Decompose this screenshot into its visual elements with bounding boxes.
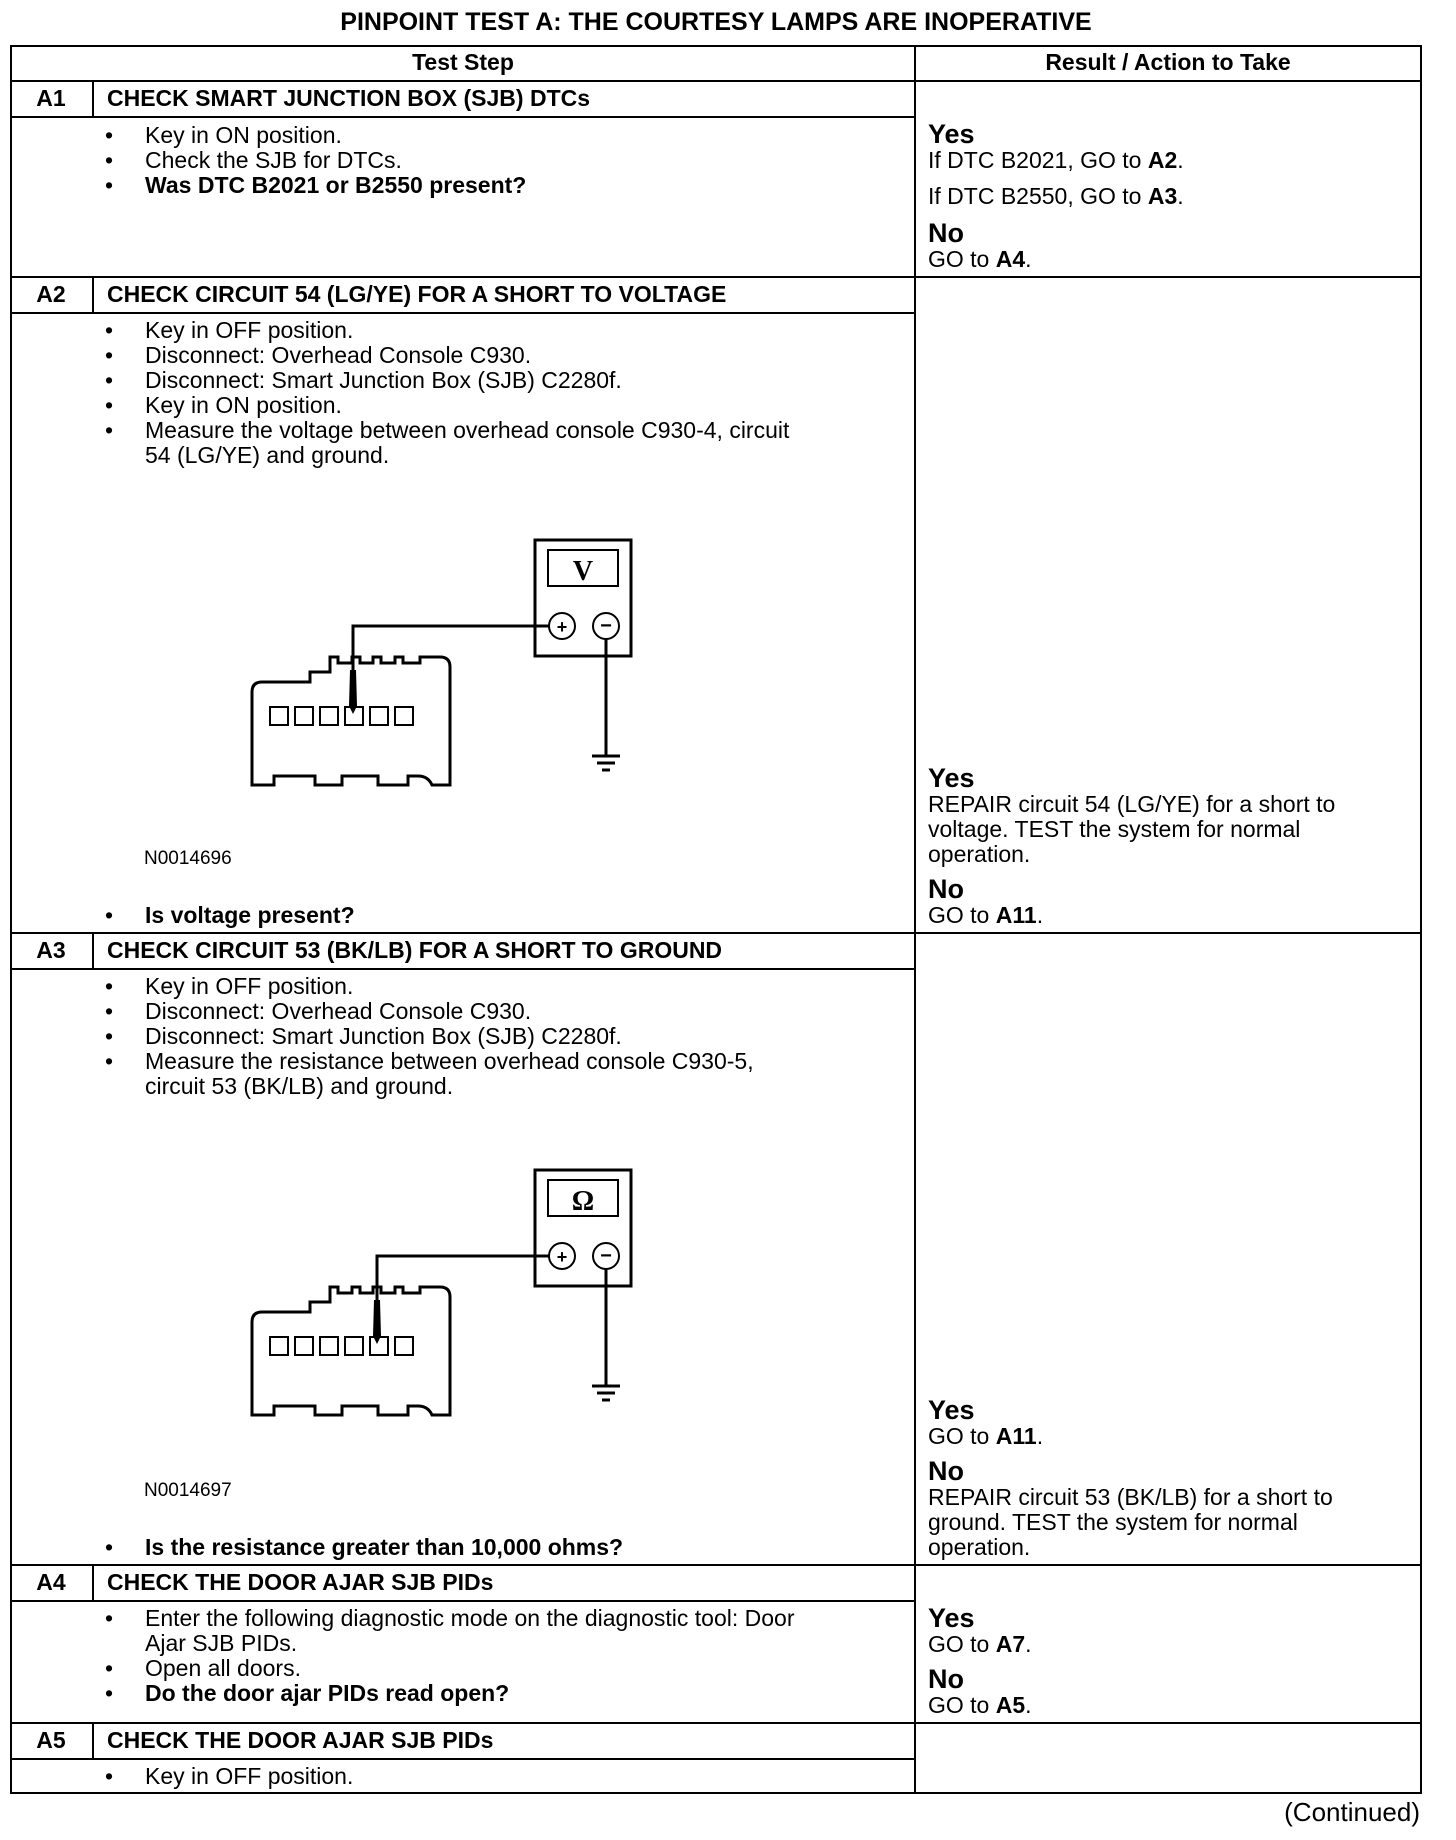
step-title-a1: CHECK SMART JUNCTION BOX (SJB) DTCs bbox=[107, 85, 591, 111]
bullet-glyph: • bbox=[105, 1023, 114, 1049]
bullet-glyph: • bbox=[105, 317, 114, 343]
list-item: Key in OFF position. bbox=[145, 317, 354, 343]
step-id-a5: A5 bbox=[36, 1727, 66, 1753]
step-title-a2: CHECK CIRCUIT 54 (LG/YE) FOR A SHORT TO VOLTAGE bbox=[107, 281, 727, 307]
no-label: No bbox=[928, 218, 964, 248]
list-item-question: Do the door ajar PIDs read open? bbox=[145, 1680, 510, 1706]
list-item: Disconnect: Smart Junction Box (SJB) C2280f. bbox=[145, 1023, 622, 1049]
result-a2 bbox=[928, 764, 1335, 928]
yes-action-line: voltage. TEST the system for normal bbox=[928, 816, 1301, 842]
plus-icon: + bbox=[556, 617, 568, 637]
column-header-result: Result / Action to Take bbox=[1045, 49, 1291, 75]
bullet-glyph: • bbox=[105, 998, 114, 1024]
list-item: Measure the voltage between overhead console C930-4, circuit bbox=[145, 417, 790, 443]
bullet-glyph: • bbox=[105, 1680, 114, 1706]
no-action-line: ground. TEST the system for normal bbox=[928, 1509, 1298, 1535]
yes-action-line: operation. bbox=[928, 841, 1031, 867]
no-label: No bbox=[928, 1664, 964, 1694]
bullet-glyph: • bbox=[105, 1048, 114, 1074]
bullet-glyph: • bbox=[105, 342, 114, 368]
list-item-question: Was DTC B2021 or B2550 present? bbox=[145, 172, 527, 198]
yes-action: GO to A11. bbox=[928, 1423, 1044, 1449]
bullet-glyph: • bbox=[105, 367, 114, 393]
no-action: GO to A4. bbox=[928, 246, 1032, 272]
list-item-continuation: 54 (LG/YE) and ground. bbox=[145, 442, 390, 468]
list-item: Key in ON position. bbox=[145, 122, 342, 148]
yes-action-line: REPAIR circuit 54 (LG/YE) for a short to bbox=[928, 791, 1336, 817]
result-a1 bbox=[928, 120, 1184, 272]
list-item: Disconnect: Overhead Console C930. bbox=[145, 342, 532, 368]
no-label: No bbox=[928, 1456, 964, 1486]
list-item-continuation: circuit 53 (BK/LB) and ground. bbox=[145, 1073, 454, 1099]
no-action: GO to A5. bbox=[928, 1692, 1032, 1718]
step-title-a4: CHECK THE DOOR AJAR SJB PIDs bbox=[107, 1569, 494, 1595]
yes-label: Yes bbox=[928, 119, 975, 149]
connector-outline bbox=[252, 1287, 450, 1415]
step-id-a1: A1 bbox=[36, 85, 66, 111]
bullet-glyph: • bbox=[105, 1534, 114, 1560]
voltmeter-diagram bbox=[240, 530, 660, 800]
yes-label: Yes bbox=[928, 763, 975, 793]
step-id-a3: A3 bbox=[36, 937, 66, 963]
step-title-a5: CHECK THE DOOR AJAR SJB PIDs bbox=[107, 1727, 494, 1753]
plus-icon: + bbox=[556, 1247, 568, 1267]
bullet-glyph: • bbox=[105, 1655, 114, 1681]
yes-action-line2: If DTC B2550, GO to A3. bbox=[928, 183, 1184, 209]
step-a2-question: Is voltage present? bbox=[145, 902, 355, 928]
connector-pins bbox=[270, 707, 413, 725]
yes-label: Yes bbox=[928, 1603, 975, 1633]
page-title: PINPOINT TEST A: THE COURTESY LAMPS ARE INOPERATIVE bbox=[340, 8, 1092, 36]
list-item: Disconnect: Overhead Console C930. bbox=[145, 998, 532, 1024]
connector-pins bbox=[270, 1337, 413, 1355]
yes-action: GO to A7. bbox=[928, 1631, 1032, 1657]
result-a3 bbox=[928, 1396, 1333, 1560]
bullet-glyph: • bbox=[105, 392, 114, 418]
list-item: Key in OFF position. bbox=[145, 1763, 354, 1789]
meter-symbol: V bbox=[572, 556, 594, 587]
bullet-glyph: • bbox=[105, 172, 114, 198]
column-header-test-step: Test Step bbox=[412, 49, 514, 75]
figure-id-a2: N0014696 bbox=[144, 848, 232, 869]
figure-id-a3: N0014697 bbox=[144, 1480, 232, 1501]
list-item: Measure the resistance between overhead console C930-5, bbox=[145, 1048, 754, 1074]
yes-action-line1: If DTC B2021, GO to A2. bbox=[928, 147, 1184, 173]
list-item-continuation: Ajar SJB PIDs. bbox=[145, 1630, 298, 1656]
yes-label: Yes bbox=[928, 1395, 975, 1425]
bullet-glyph: • bbox=[105, 417, 114, 443]
list-item: Key in ON position. bbox=[145, 392, 342, 418]
bullet-glyph: • bbox=[105, 122, 114, 148]
list-item: Disconnect: Smart Junction Box (SJB) C2280f. bbox=[145, 367, 622, 393]
bullet-glyph: • bbox=[105, 902, 114, 928]
list-item: Enter the following diagnostic mode on the diagnostic tool: Door bbox=[145, 1605, 795, 1631]
step-id-a2: A2 bbox=[36, 281, 66, 307]
no-action-line: REPAIR circuit 53 (BK/LB) for a short to bbox=[928, 1484, 1333, 1510]
meter-symbol: Ω bbox=[571, 1186, 595, 1217]
step-a3-question: Is the resistance greater than 10,000 ohms? bbox=[145, 1534, 624, 1560]
no-action: GO to A11. bbox=[928, 902, 1044, 928]
ohmmeter-diagram bbox=[240, 1160, 660, 1430]
list-item: Open all doors. bbox=[145, 1655, 301, 1681]
step-title-a3: CHECK CIRCUIT 53 (BK/LB) FOR A SHORT TO GROUND bbox=[107, 937, 723, 963]
minus-icon: − bbox=[600, 1245, 612, 1267]
minus-icon: − bbox=[600, 615, 612, 637]
bullet-glyph: • bbox=[105, 973, 114, 999]
list-item: Check the SJB for DTCs. bbox=[145, 147, 402, 173]
continued-label: (Continued) bbox=[1284, 1797, 1420, 1827]
bullet-glyph: • bbox=[105, 1605, 114, 1631]
result-a4 bbox=[928, 1604, 1032, 1718]
list-item: Key in OFF position. bbox=[145, 973, 354, 999]
no-label: No bbox=[928, 874, 964, 904]
step-id-a4: A4 bbox=[36, 1569, 66, 1595]
bullet-glyph: • bbox=[105, 1763, 114, 1789]
no-action-line: operation. bbox=[928, 1534, 1031, 1560]
bullet-glyph: • bbox=[105, 147, 114, 173]
